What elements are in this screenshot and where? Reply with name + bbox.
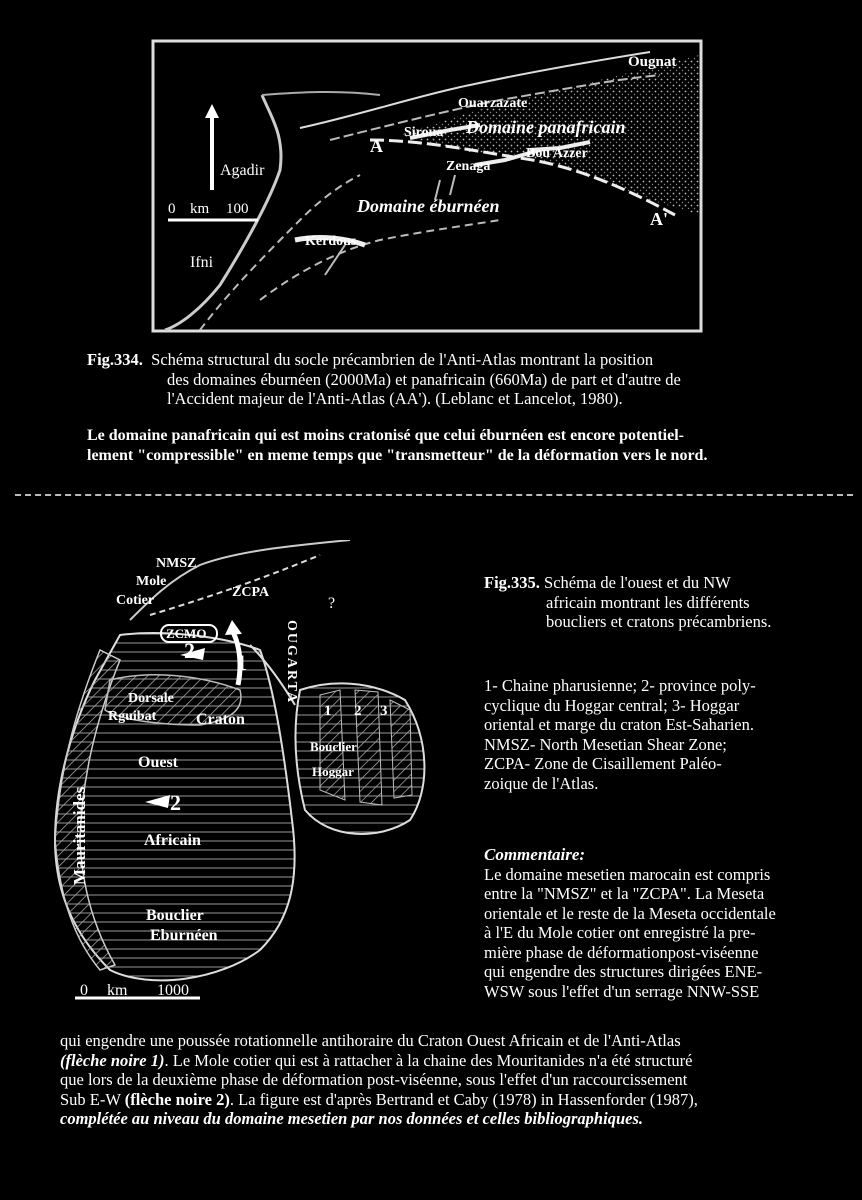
label-rguibat: Rguibat [108,709,157,724]
comm-line-1: entre la "NMSZ" et la "ZCPA". La Meseta [484,884,765,903]
label-craton: Craton [196,711,245,728]
comm-line-4: mière phase de déformationpost-viséenne [484,942,759,962]
legend-line-2: oriental et marge du craton Est-Saharien. [484,715,755,734]
label-agadir: Agadir [220,162,265,179]
label-hoggar-3: 3 [380,703,388,719]
label-a-prime: A' [650,209,668,229]
scale-zero-334: 0 [168,201,176,217]
comm-line-2: orientale et le reste de la Meseta occidentale [484,903,776,923]
comm-line-5: qui engendre des structures dirigées ENE- [484,962,763,981]
fig335-number: Fig.335. [484,573,540,592]
fig334-map [0,0,862,340]
commentaire-title: Commentaire: [484,845,586,864]
legend-line-4: ZCPA- Zone de Cisaillement Paléo- [484,754,722,773]
label-question: ? [328,595,336,612]
label-zcpa: ZCPA [232,585,270,600]
commentaire-block [484,845,856,1001]
label-ougnat: Ougnat [628,54,677,70]
label-ifni: Ifni [190,254,214,271]
label-bouclier-hoggar-2: Hoggar [312,764,354,779]
legend-line-5: zoique de l'Atlas. [484,773,599,793]
label-ougarta: OUGARTA [284,620,299,705]
fig334-caption-line2: des domaines éburnéen (2000Ma) et panafricain (660Ma) de part et d'autre de [167,369,681,389]
fig334-note [87,426,847,466]
comm-arrow1: (flèche noire 1) [60,1050,165,1070]
commentaire-full-width [60,1031,860,1129]
fig335-caption-line3: boucliers et cratons précambriens. [546,612,772,631]
label-nmsz: NMSZ [156,556,197,571]
coastline [165,95,281,330]
label-a: A [370,136,383,156]
label-cotier: Cotier [116,593,155,608]
label-ouest: Ouest [138,754,178,771]
legend-line-1: cyclique du Hoggar central; 3- Hoggar [484,695,740,715]
comm-line-6: WSW sous l'effet d'un serrage NNW-SSE [484,981,760,1001]
label-two-south: 2 [170,790,181,815]
comm-line-0: Le domaine mesetien marocain est compris [484,864,771,884]
comm-full-line5: complétée au niveau du domaine mesetien par nos données et celles bibliographiques. [60,1109,643,1128]
scale-max-334: 100 [226,201,249,217]
fig335-caption [484,573,854,632]
label-one: 1 [236,650,247,675]
comm-full-line1: qui engendre une poussée rotationnelle antihoraire du Craton Ouest Africain et de l'Anti-Atlas [60,1031,681,1050]
label-hoggar-1: 1 [324,703,332,719]
legend-line-3: NMSZ- North Mesetian Shear Zone; [484,734,727,754]
fig335-map [0,540,470,1010]
label-bouclier-hoggar-1: Bouclier [310,739,357,754]
comm-line-3: à l'E du Mole cotier ont enregistré la pre- [484,923,756,942]
label-eburneen: Eburnéen [150,927,218,944]
label-africain: Africain [144,832,201,849]
label-bou-azzer: Bou Azzer [526,146,588,161]
label-zenaga: Zenaga [446,159,491,174]
label-bouclier: Bouclier [146,907,204,924]
scale-max-335: 1000 [157,982,189,999]
fig334-number: Fig.334. [87,350,143,369]
label-domaine-panafricain: Domaine panafricain [466,117,626,137]
label-mauritanides: Mauritanides [70,786,89,885]
comm-full-line4a: Sub E-W [60,1089,125,1109]
label-two-north: 2 [184,638,195,663]
section-divider [15,494,853,496]
legend-line-0: 1- Chaine pharusienne; 2- province poly- [484,676,756,695]
label-domaine-eburneen: Domaine éburnéen [357,196,500,216]
scale-zero-335: 0 [80,982,88,999]
fig334-caption-line1: Schéma structural du socle précambrien de l'Anti-Atlas montrant la position [151,350,654,369]
fig334-caption-line3: l'Accident majeur de l'Anti-Atlas (AA'). (Leblanc et Lancelot, 1980). [167,389,623,408]
comm-full-line2-rest: . Le Mole cotier qui est à rattacher à la chaine des Mouritanides n'a été structuré [164,1050,693,1070]
label-dorsale: Dorsale [128,691,174,706]
scale-unit-335: km [107,982,128,999]
fig335-caption-line1: Schéma de l'ouest et du NW [544,573,731,592]
label-mole: Mole [136,574,167,589]
comm-arrow2: (flèche noire 2) [124,1089,230,1109]
fig334-note-line2: lement "compressible" en meme temps que "transmetteur" de la déformation vers le nord. [87,447,708,464]
fig335-caption-line2: africain montrant les différents [546,592,750,612]
fig334-note-line1: Le domaine panafricain qui est moins cratonisé que celui éburnéen est encore potentiel- [87,427,684,444]
label-siroua: Siroua [404,125,444,140]
label-hoggar-2: 2 [354,703,362,719]
comm-full-line3: que lors de la deuxième phase de déformation post-viséenne, sous l'effet d'un raccourcissement [60,1070,688,1089]
label-ouarzazate: Ouarzazate [458,96,528,111]
label-kerdous: Kerdous [305,234,357,249]
scale-unit-334: km [190,201,210,217]
label-zcmo: ZCMO [166,626,207,641]
fig334-caption [87,350,827,409]
comm-full-line4b: . La figure est d'après Bertrand et Caby (1978) in Hassenforder (1987), [229,1089,698,1109]
fig335-legend [484,676,856,793]
